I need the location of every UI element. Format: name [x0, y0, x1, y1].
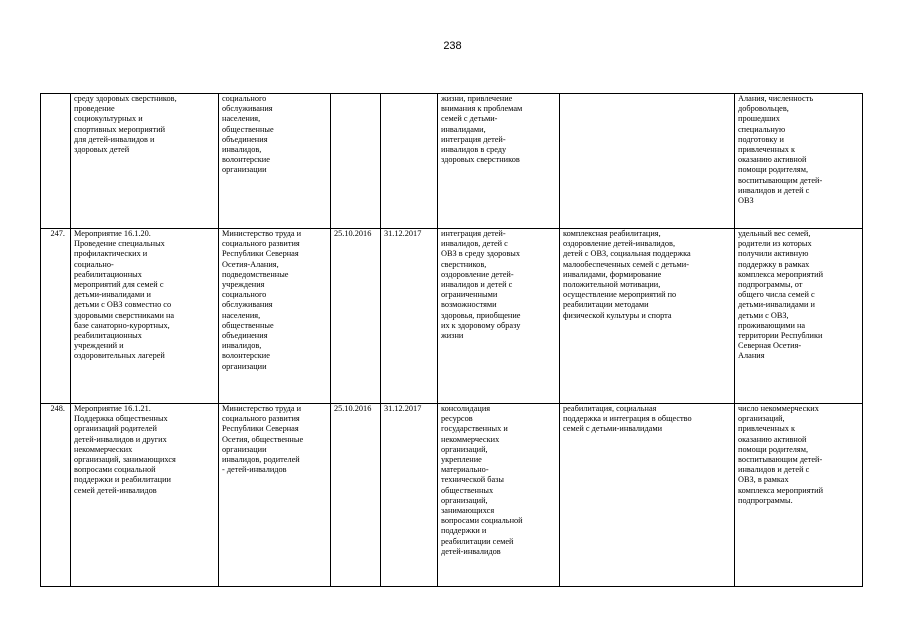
directions-cell: реабилитация, социальная поддержка и интеграция в общество семей с детьми-инвалидами [560, 404, 735, 587]
directions-cell [560, 94, 735, 229]
start-date-cell: 25.10.2016 [331, 229, 381, 404]
end-date-cell: 31.12.2017 [381, 404, 438, 587]
table-row [41, 94, 863, 229]
end-date-cell [381, 94, 438, 229]
expected-results-cell: консолидация ресурсов государственных и некоммерческих организаций, укрепление материально- технической базы общественных организаций, занимающихся вопросами социальной поддержки и реабилитации семей детей-инвалидов [438, 404, 560, 587]
start-date-cell [331, 94, 381, 229]
expected-results-cell: жизни, привлечение внимания к проблемам семей с детьми- инвалидами, интеграция детей- инвалидов в среду здоровых сверстников [438, 94, 560, 229]
row-number-cell [41, 94, 71, 229]
program-table [40, 93, 863, 587]
start-date-cell: 25.10.2016 [331, 404, 381, 587]
executor-cell: социального обслуживания населения, общественные объединения инвалидов, волонтерские организации [219, 94, 331, 229]
executor-cell: Министерство труда и социального развития Республики Северная Осетия, общественные организации инвалидов, родителей - детей-инвалидов [219, 404, 331, 587]
table-row [41, 404, 863, 587]
measure-name-cell: среду здоровых сверстников, проведение социокультурных и спортивных мероприятий для детей-инвалидов и здоровых детей [71, 94, 219, 229]
end-date-cell: 31.12.2017 [381, 229, 438, 404]
row-number-cell: 248. [41, 404, 71, 587]
executor-cell: Министерство труда и социального развития Республики Северная Осетия-Алания, подведомственные учреждения социального обслуживания населения, общественные объединения инвалидов, волонтерские организации [219, 229, 331, 404]
indicators-cell: удельный вес семей, родители из которых получили активную поддержку в рамках комплекса мероприятий подпрограммы, от общего числа семей с детьми-инвалидами и детьми с ОВЗ, проживающими на территории Республики Северная Осетия- Алания [735, 229, 863, 404]
measure-name-cell: Мероприятие 16.1.20. Проведение специальных профилактических и социально- реабилитационных мероприятий для семей с детьми-инвалидами и детьми с ОВЗ совместно со здоровыми сверстниками на базе санаторно-курортных, реабилитационных учреждений и оздоровительных лагерей [71, 229, 219, 404]
row-number-cell: 247. [41, 229, 71, 404]
table-row [41, 229, 863, 404]
page-number: 238 [443, 40, 462, 52]
indicators-cell: Алания, численность добровольцев, прошедших специальную подготовку и привлеченных к оказанию активной помощи родителям, воспитывающим детей- инвалидов и детей с ОВЗ [735, 94, 863, 229]
expected-results-cell: интеграция детей- инвалидов, детей с ОВЗ в среду здоровых сверстников, оздоровление детей- инвалидов и детей с ограниченными возможностями здоровья, приобщение их к здоровому образу жизни [438, 229, 560, 404]
measure-name-cell: Мероприятие 16.1.21. Поддержка общественных организаций родителей детей-инвалидов и других некоммерческих организаций, занимающихся вопросами социальной поддержки и реабилитации семей детей-инвалидов [71, 404, 219, 587]
directions-cell: комплексная реабилитация, оздоровление детей-инвалидов, детей с ОВЗ, социальная поддержка малообеспеченных семей с детьми- инвалидами, формирование положительной мотивации, осуществление мероприятий по реабилитации методами физической культуры и спорта [560, 229, 735, 404]
indicators-cell: число некоммерческих организаций, привлеченных к оказанию активной помощи родителям, воспитывающим детей- инвалидов и детей с ОВЗ, в рамках комплекса мероприятий подпрограммы. [735, 404, 863, 587]
